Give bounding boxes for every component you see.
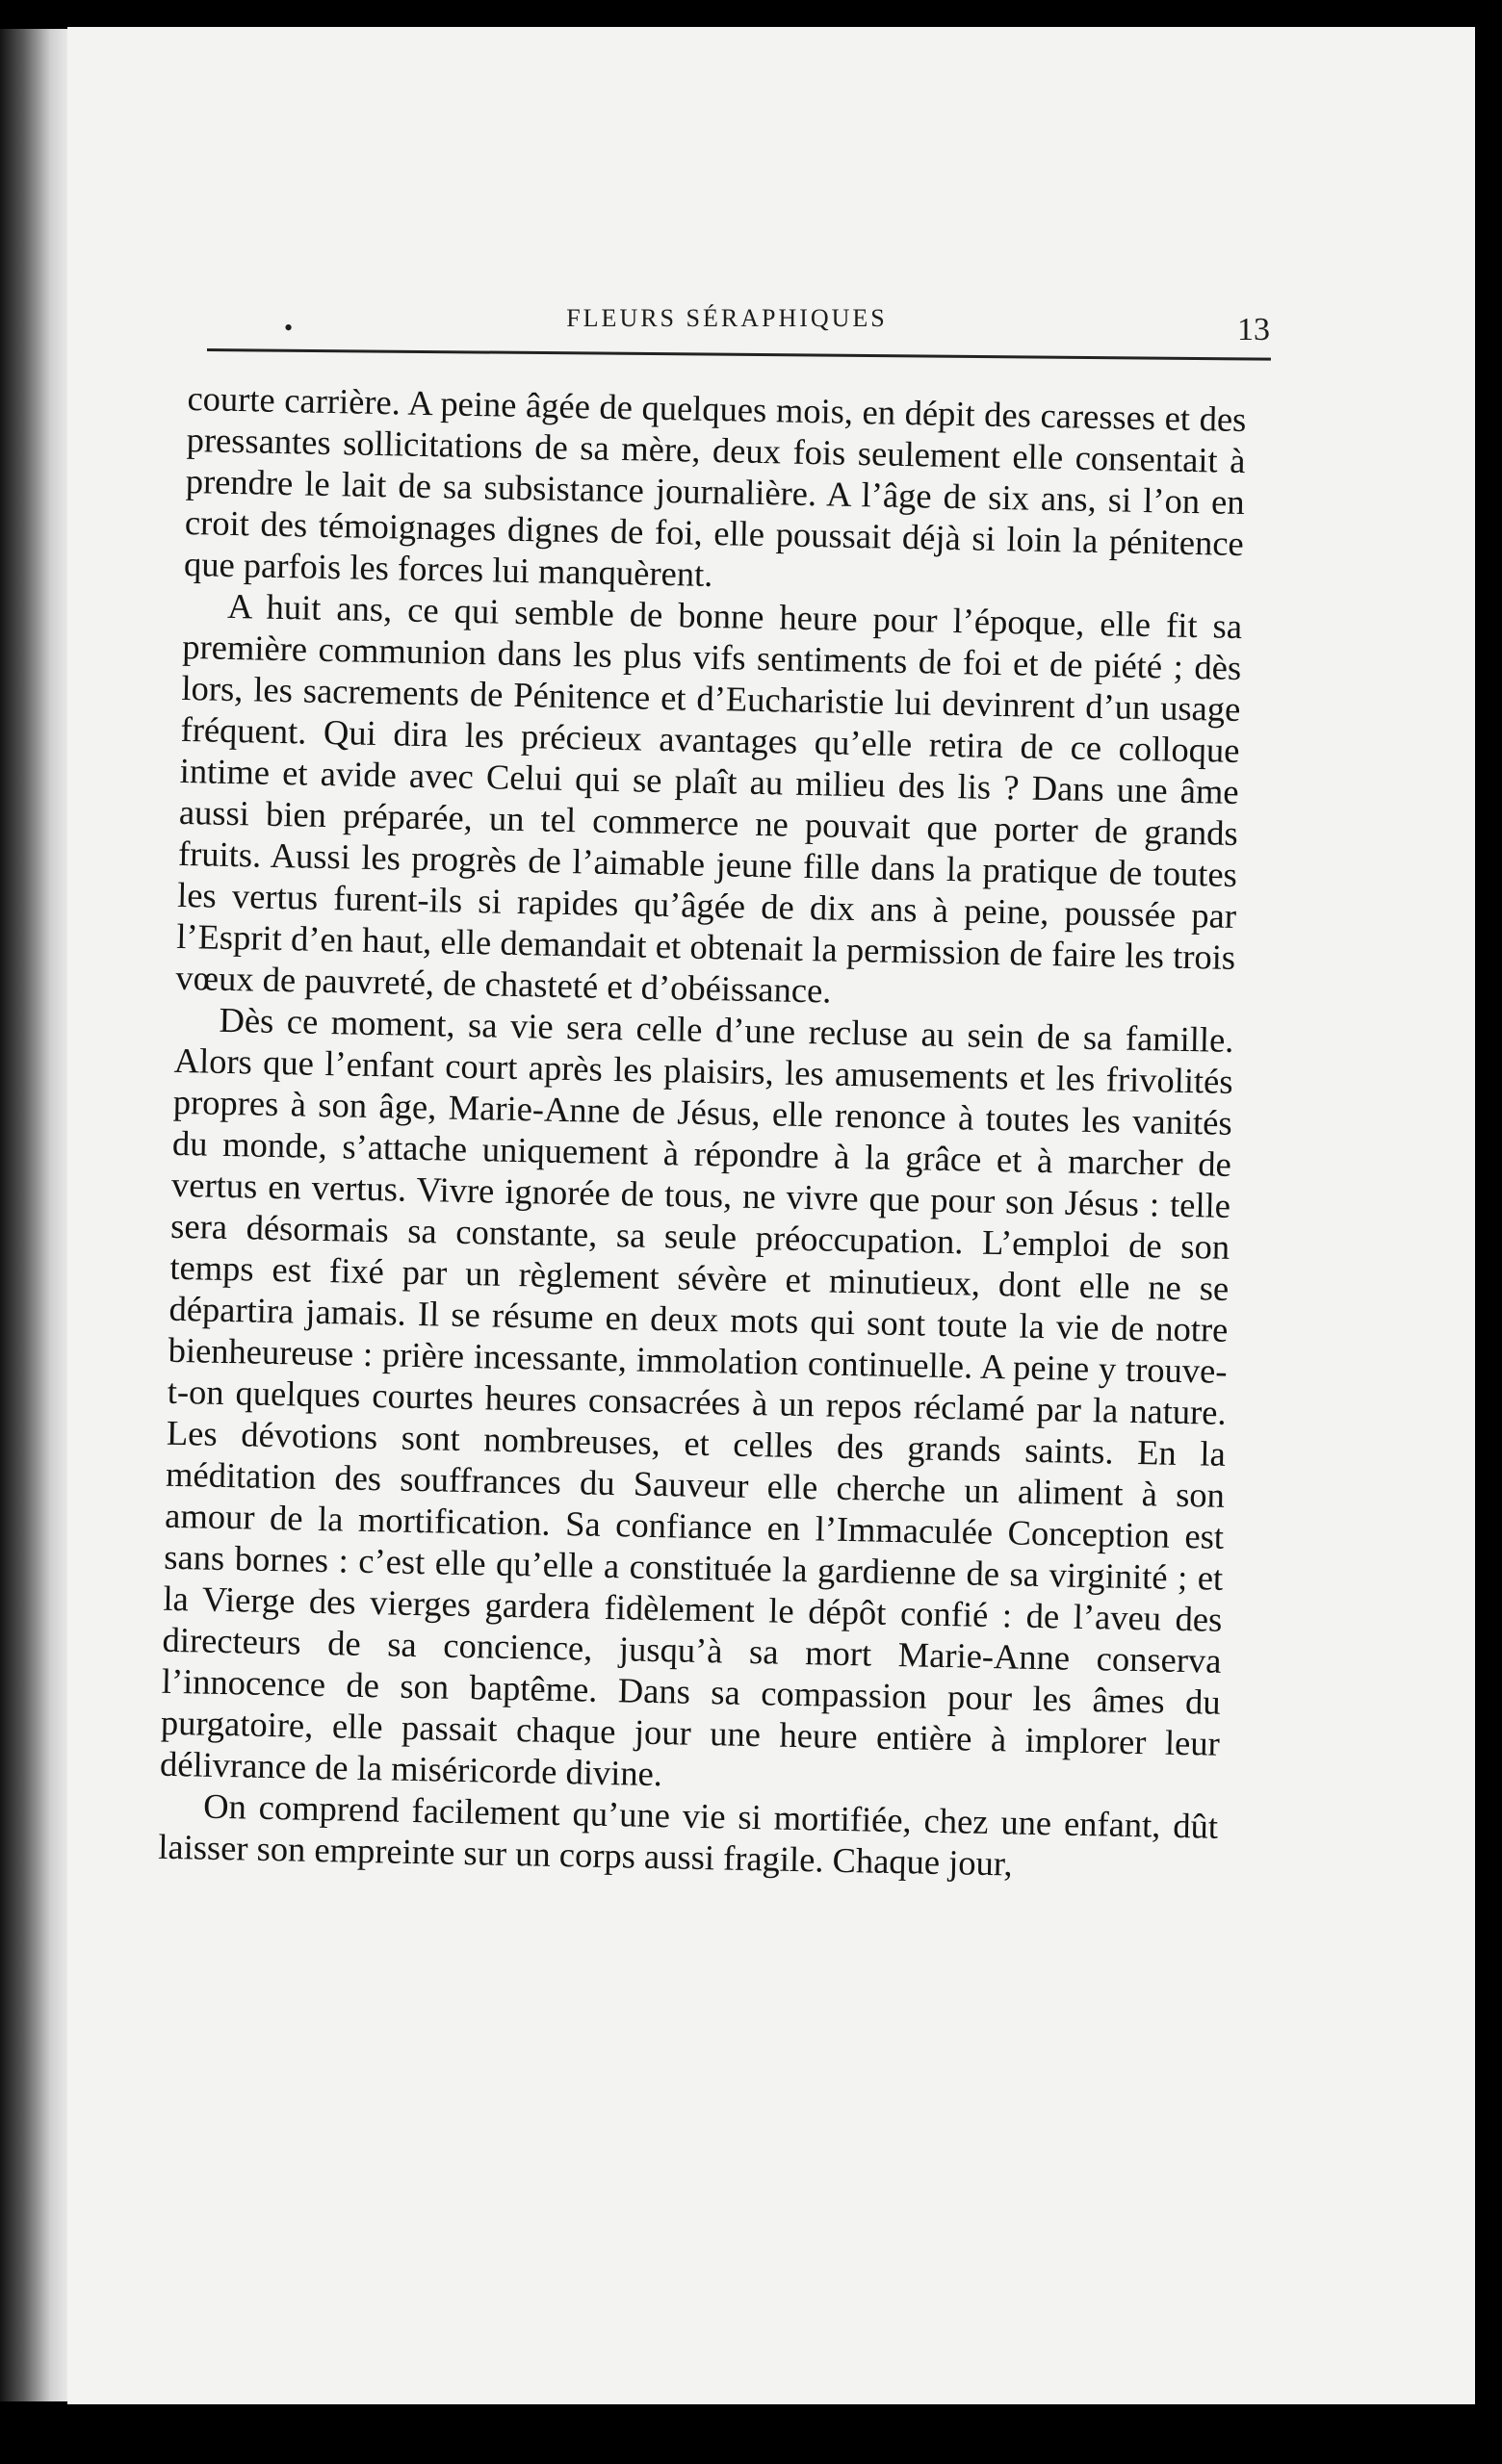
paragraph-3: Dès ce moment, sa vie sera celle d’une recluse au sein de sa famille. Alors que l’enfant court après les plaisirs, les amusements et les frivolités propres à son âge, Marie-Anne de Jésus, elle renonce à toutes les vanités du monde, s’attache uniquement à répondre à la grâce et à marcher de vertus en vertus. Vivre ignorée de tous, ne vivre que pour son Jésus : telle sera désormais sa constante, sa seule préoccupation. L’emploi de son temps est fixé par un règlement sévère et minutieux, dont elle ne se départira jamais. Il se résume en deux mots qui sont toute la vie de notre bienheureuse : prière incessante, immolation continuelle. A peine y trouve-t-on quelques courtes heures consacrées à un repos réclamé par la nature. Les dévotions sont nombreuses, et celles des grands saints. En la méditation des souffrances du Sauveur elle cherche un aliment à son amour de la mortification. Sa confiance en l’Immaculée Conception est sans bornes : c’est elle qu’elle a constituée la gardienne de sa virginité ; et la Vierge des vierges gardera fidèlement le dépôt confié : de l’aveu des directeurs de sa concience, jusqu’à sa mort Marie-Anne conserva l’innocence de son baptême. Dans sa compassion pour les âmes du purgatoire, elle passait chaque jour une heure entière à implorer leur délivrance de la miséricorde divine. bbox=[159, 999, 1234, 1794]
header-ornament: • bbox=[284, 314, 294, 342]
page-header bbox=[188, 304, 1270, 347]
book-gutter-edge bbox=[0, 29, 67, 2401]
paragraph-4: On comprend facilement qu’une vie si mortifiée, chez une enfant, dût laisser son empreinte sur un corps aussi fragile. Chaque jour, bbox=[157, 1785, 1219, 1884]
running-title: FLEURS SÉRAPHIQUES bbox=[566, 304, 888, 332]
body-text bbox=[158, 377, 1247, 1888]
page-number: 13 bbox=[1237, 312, 1270, 347]
paragraph-2: A huit ans, ce qui semble de bonne heure pour l’époque, elle fit sa première communion dans les plus vifs sentiments de foi et de piété ; dès lors, les sacrements de Pénitence et d’Eucharistie lui devinrent d’un usage fréquent. Qui dira les précieux avantages qu’elle retira de ce colloque intime et avide avec Celui qui se plaît au milieu des lis ? Dans une âme aussi bien préparée, un tel commerce ne pouvait que porter de grands fruits. Aussi les progrès de l’aimable jeune fille dans la pratique de toutes les vertus furent-ils si rapides qu’âgée de dix ans à peine, poussée par l’Esprit d’en haut, elle demandait et obtenait la permission de faire les trois vœux de pauvreté, de chasteté et d’obéissance. bbox=[175, 585, 1243, 1011]
paragraph-1: courte carrière. A peine âgée de quelques mois, en dépit des caresses et des pressantes sollicitations de sa mère, deux fois seulement elle consentait à prendre le lait de sa subsistance journalière. A l’âge de six ans, si l’on en croit des témoignages dignes de foi, elle poussait déjà si loin la pénitence que parfois les forces lui manquèrent. bbox=[183, 377, 1247, 594]
